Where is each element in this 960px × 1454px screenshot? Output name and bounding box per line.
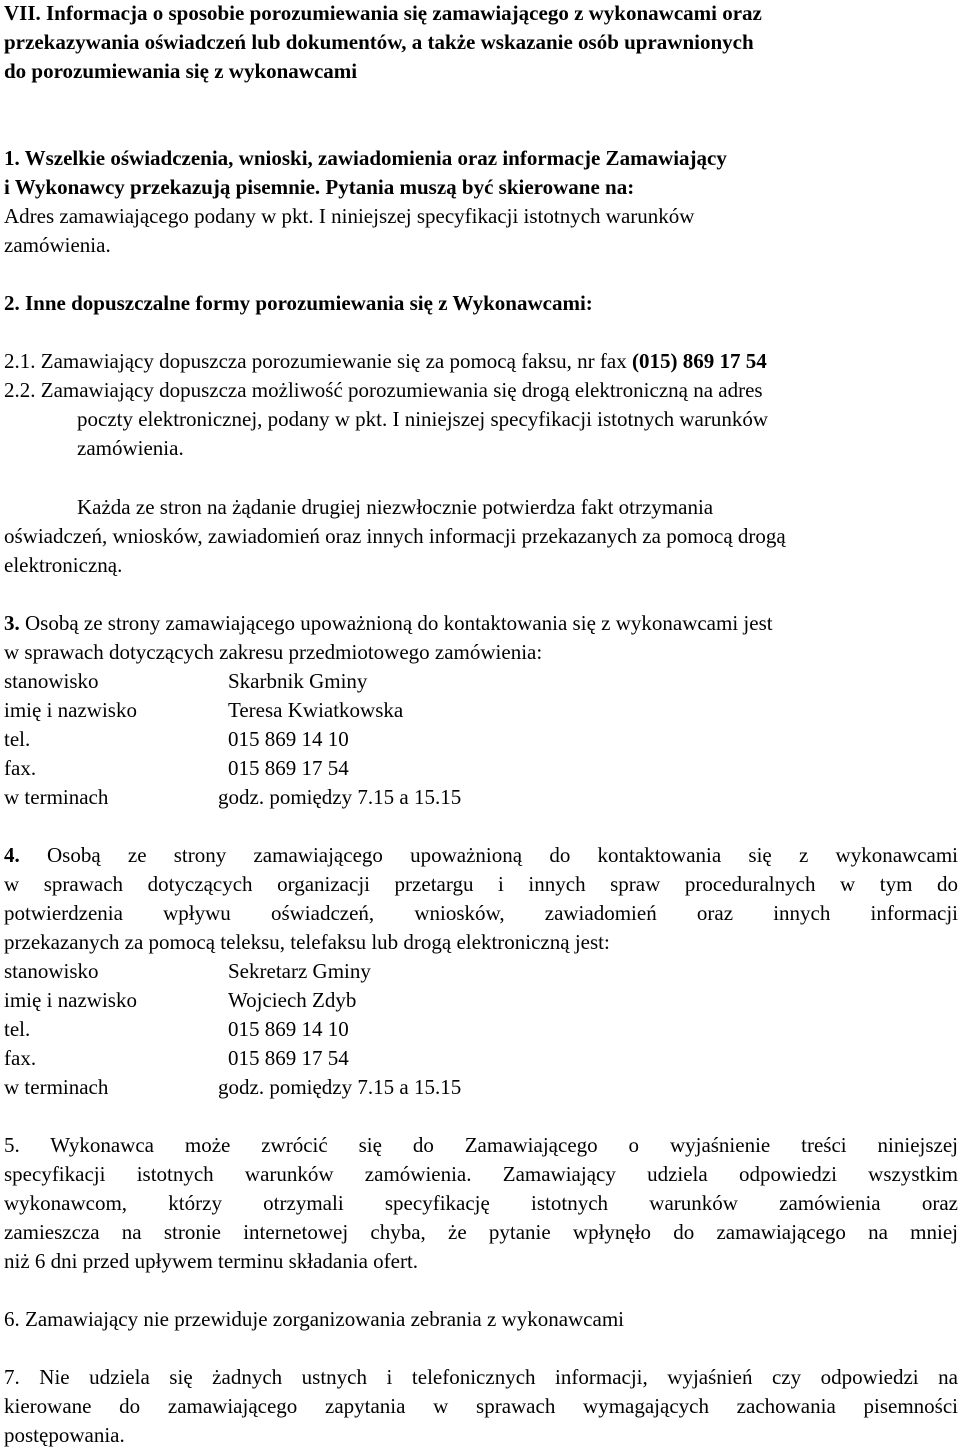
point-4-number: 4. [4, 843, 20, 867]
point-2-1-text: 2.1. Zamawiający dopuszcza porozumiewanie się za pomocą faksu, nr fax [4, 349, 632, 373]
point-2-2-line-1: 2.2. Zamawiający dopuszcza możliwość porozumiewania się drogą elektroniczną na adres [4, 378, 763, 402]
contact-1-label-position: stanowisko [4, 669, 99, 693]
confirm-line-2: oświadczeń, wniosków, zawiadomień oraz innych informacji przekazanych za pomocą drogą [4, 524, 786, 548]
point-4-line-3: potwierdzenia wpływu oświadczeń, wniosków, zawiadomień oraz innych informacji [4, 901, 958, 925]
section-heading-line-3: do porozumiewania się z wykonawcami [4, 59, 358, 83]
point-7-line-3: postępowania. [4, 1423, 125, 1447]
point-2-2-line-2: poczty elektronicznej, podany w pkt. I niniejszej specyfikacji istotnych warunków [77, 407, 769, 431]
point-2-2-line-3: zamówienia. [77, 436, 184, 460]
point-1-line-3: Adres zamawiającego podany w pkt. I niniejszej specyfikacji istotnych warunków [4, 204, 695, 228]
point-3-line-2: w sprawach dotyczących zakresu przedmiotowego zamówienia: [4, 640, 543, 664]
confirm-line-1: Każda ze stron na żądanie drugiej niezwłocznie potwierdza fakt otrzymania [77, 495, 714, 519]
point-4-line-1 [4, 842, 958, 868]
contact-1-label-tel: tel. [4, 727, 31, 751]
point-4-text: Osobą ze strony zamawiającego upoważnioną do kontaktowania się z wykonawcami [19, 843, 958, 867]
confirm-line-3: elektroniczną. [4, 553, 123, 577]
contact-1-value-fax: 015 869 17 54 [228, 756, 349, 780]
contact-1-label-name: imię i nazwisko [4, 698, 137, 722]
point-2-heading: 2. Inne dopuszczalne formy porozumiewania się z Wykonawcami: [4, 291, 593, 315]
contact-2-value-tel: 015 869 14 10 [228, 1017, 349, 1041]
point-5-line-3: wykonawcom, którzy otrzymali specyfikację istotnych warunków zamówienia oraz [4, 1191, 958, 1215]
point-7-line-2: kierowane do zamawiającego zapytania w sprawach wymagających zachowania pisemności [4, 1394, 958, 1418]
section-heading-line-1: VII. Informacja o sposobie porozumiewania się zamawiającego z wykonawcami oraz [4, 1, 762, 25]
contact-1-value-tel: 015 869 14 10 [228, 727, 349, 751]
contact-2-label-name: imię i nazwisko [4, 988, 137, 1012]
point-7-line-1: 7. Nie udziela się żadnych ustnych i telefonicznych informacji, wyjaśnień czy odpowiedzi na [4, 1365, 958, 1389]
point-3-text: Osobą ze strony zamawiającego upoważnioną do kontaktowania się z wykonawcami jest [19, 611, 773, 635]
contact-1-value-name: Teresa Kwiatkowska [228, 698, 404, 722]
contact-1-value-position: Skarbnik Gminy [228, 669, 368, 693]
contact-2-value-hours: godz. pomiędzy 7.15 a 15.15 [218, 1075, 462, 1099]
point-5-line-5: niż 6 dni przed upływem terminu składania ofert. [4, 1249, 419, 1273]
point-2-1 [4, 348, 767, 374]
point-1-line-4: zamówienia. [4, 233, 111, 257]
contact-2-label-position: stanowisko [4, 959, 99, 983]
point-4-line-4: przekazanych za pomocą teleksu, telefaksu lub drogą elektroniczną jest: [4, 930, 610, 954]
contact-2-label-tel: tel. [4, 1017, 31, 1041]
contact-1-value-hours: godz. pomiędzy 7.15 a 15.15 [218, 785, 462, 809]
point-1-line-2: i Wykonawcy przekazują pisemnie. Pytania muszą być skierowane na: [4, 175, 635, 199]
contact-2-label-fax: fax. [4, 1046, 37, 1070]
contact-2-value-name: Wojciech Zdyb [228, 988, 357, 1012]
contact-2-value-fax: 015 869 17 54 [228, 1046, 349, 1070]
contact-1-label-fax: fax. [4, 756, 37, 780]
contact-2-value-position: Sekretarz Gminy [228, 959, 371, 983]
point-5-line-1: 5. Wykonawca może zwrócić się do Zamawiającego o wyjaśnienie treści niniejszej [4, 1133, 958, 1157]
point-4-line-2: w sprawach dotyczących organizacji przetargu i innych spraw proceduralnych w tym do [4, 872, 958, 896]
point-6-line-1: 6. Zamawiający nie przewiduje zorganizowania zebrania z wykonawcami [4, 1307, 624, 1331]
point-2-1-fax-number: (015) 869 17 54 [632, 349, 767, 373]
section-heading-line-2: przekazywania oświadczeń lub dokumentów, a także wskazanie osób uprawnionych [4, 30, 754, 54]
point-5-line-4: zamieszcza na stronie internetowej chyba, że pytanie wpłynęło do zamawiającego na mniej [4, 1220, 958, 1244]
point-5-line-2: specyfikacji istotnych warunków zamówienia. Zamawiający udziela odpowiedzi wszystkim [4, 1162, 958, 1186]
point-3-number: 3. [4, 611, 20, 635]
point-1-line-1: 1. Wszelkie oświadczenia, wnioski, zawiadomienia oraz informacje Zamawiający [4, 146, 727, 170]
contact-1-label-hours: w terminach [4, 785, 109, 809]
contact-2-label-hours: w terminach [4, 1075, 109, 1099]
point-3-line-1 [4, 610, 773, 636]
